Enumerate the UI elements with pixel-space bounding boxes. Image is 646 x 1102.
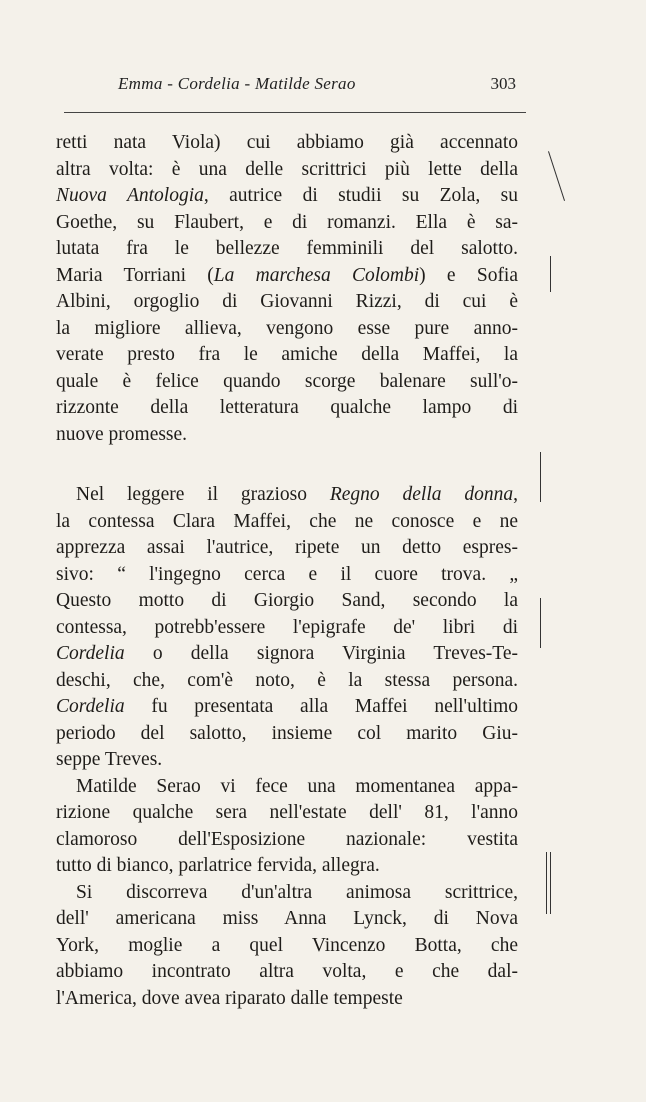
margin-mark: [546, 852, 547, 914]
text-line: [56, 853, 518, 880]
text-line: [56, 236, 518, 263]
italic-text: Nuova Antologia: [56, 185, 204, 206]
text-segment: deschi, che, com'è noto, è la stessa persona.: [56, 669, 518, 691]
text-segment: seppe Treves.: [56, 749, 163, 770]
text-segment: altra volta: è una delle scrittrici più lette della: [56, 158, 518, 180]
text-line: [56, 959, 518, 986]
text-line: [56, 615, 518, 642]
text-line: [56, 906, 518, 933]
text-line: [56, 827, 518, 854]
page-body: [56, 130, 518, 1012]
text-segment: Questo motto di Giorgio Sand, secondo la: [56, 590, 518, 611]
text-line: [56, 316, 518, 343]
text-segment: ,: [513, 484, 518, 505]
text-line: [56, 482, 518, 509]
running-title: Emma - Cordelia - Matilde Serao: [118, 74, 356, 93]
text-line: [56, 509, 518, 536]
text-segment: la contessa Clara Maffei, che ne conosce e ne: [56, 510, 518, 532]
margin-mark: [548, 151, 565, 201]
text-segment: rizzonte della letteratura qualche lampo di: [56, 397, 518, 418]
italic-text: Regno della donna: [329, 484, 514, 505]
text-segment: l'America, dove avea riparato dalle tempeste: [56, 987, 403, 1009]
italic-text: Cordelia: [56, 643, 125, 664]
text-segment: York, moglie a quel Vincenzo Botta, che: [56, 934, 518, 956]
text-segment: fu presentata alla Maffei nell'ultimo: [124, 696, 518, 717]
text-line: [56, 986, 518, 1013]
text-line: [56, 747, 518, 774]
text-line: [56, 369, 518, 396]
text-line: [56, 562, 518, 589]
text-line: [56, 933, 518, 960]
running-header: [56, 74, 518, 102]
text-segment: abbiamo incontrato altra volta, e che dal-: [56, 961, 518, 982]
header-rule: [64, 112, 526, 113]
text-segment: verate presto fra le amiche della Maffei, la: [56, 344, 518, 365]
text-segment: Maria Torriani (: [56, 264, 214, 286]
margin-mark: [540, 452, 541, 502]
text-segment: Matilde Serao vi fece una momentanea appa-: [76, 775, 518, 797]
text-line: [56, 395, 518, 422]
text-segment: nuove promesse.: [56, 423, 188, 445]
text-line: [56, 157, 518, 184]
text-line: [56, 668, 518, 695]
text-line: [56, 289, 518, 316]
text-line: [56, 210, 518, 237]
text-line: [56, 880, 518, 907]
text-segment: o della signora Virginia Treves-Te-: [124, 643, 518, 664]
text-segment: Si discorreva d'un'altra animosa scrittrice,: [76, 881, 518, 903]
text-segment: , autrice di studii su Zola, su: [203, 185, 518, 206]
text-line: [56, 130, 518, 157]
margin-mark: [540, 598, 541, 648]
text-line: [56, 694, 518, 721]
text-segment: ) e Sofia: [419, 264, 519, 286]
text-line: [56, 183, 518, 210]
text-segment: Goethe, su Flaubert, e di romanzi. Ella è sa-: [56, 211, 518, 233]
text-line: [56, 800, 518, 827]
text-segment: Albini, orgoglio di Giovanni Rizzi, di cui è: [56, 291, 518, 312]
text-segment: rizione qualche sera nell'estate dell' 81, l'anno: [56, 802, 518, 823]
text-line: [56, 342, 518, 369]
text-line: [56, 263, 518, 290]
italic-text: Cordelia: [56, 696, 125, 717]
text-segment: clamoroso dell'Esposizione nazionale: vestita: [56, 828, 518, 850]
margin-mark: [550, 256, 551, 292]
text-segment: Nel leggere il grazioso: [76, 484, 330, 505]
page-number: 303: [490, 74, 516, 93]
text-segment: la migliore allieva, vengono esse pure anno-: [56, 317, 518, 339]
margin-mark: [550, 852, 551, 914]
text-line: [56, 774, 518, 801]
text-line: [56, 641, 518, 668]
text-line: [56, 422, 518, 449]
text-line: [56, 535, 518, 562]
text-segment: sivo: “ l'ingegno cerca e il cuore trova. „: [56, 563, 518, 585]
text-line: [56, 588, 518, 615]
text-segment: contessa, potrebb'essere l'epigrafe de' libri di: [56, 616, 518, 638]
text-segment: tutto di bianco, parlatrice fervida, allegra.: [56, 855, 380, 876]
text-segment: retti nata Viola) cui abbiamo già accennato: [56, 132, 518, 153]
text-segment: apprezza assai l'autrice, ripete un detto espres-: [56, 537, 518, 558]
text-segment: dell' americana miss Anna Lynck, di Nova: [56, 908, 518, 929]
paragraph-gap: [56, 448, 518, 482]
italic-text: La marchesa Colombi: [213, 264, 420, 286]
text-segment: lutata fra le bellezze femminili del salotto.: [56, 238, 518, 259]
text-segment: periodo del salotto, insieme col marito Giu-: [56, 722, 518, 744]
text-segment: quale è felice quando scorge balenare sull'o-: [56, 370, 518, 392]
text-line: [56, 721, 518, 748]
